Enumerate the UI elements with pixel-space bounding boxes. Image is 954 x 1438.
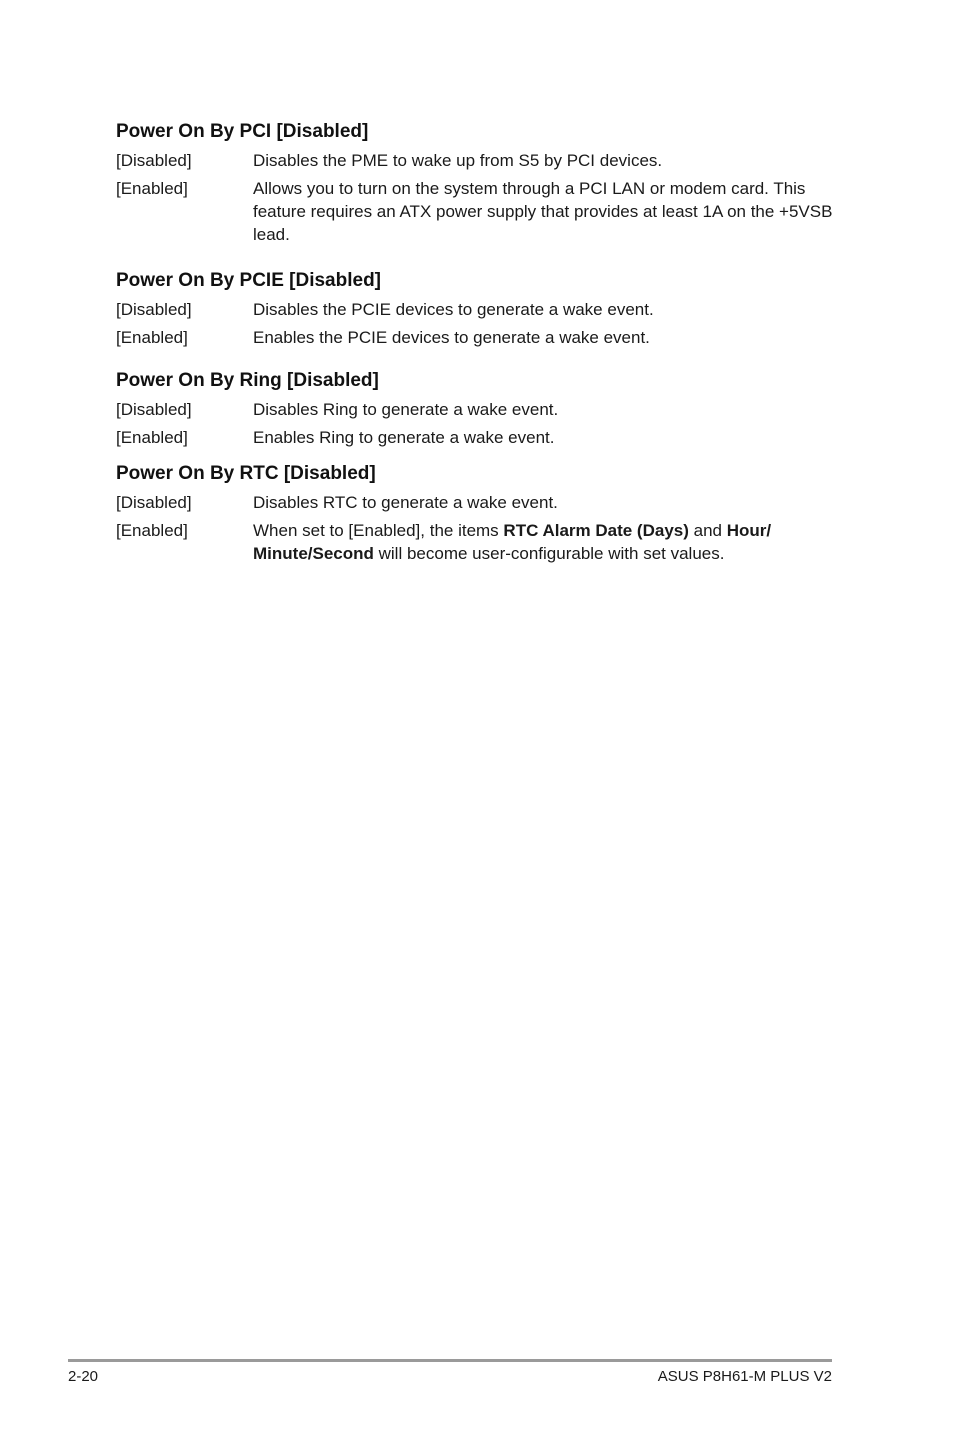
desc-text: When set to [Enabled], the items — [253, 521, 504, 540]
option-label: [Disabled] — [116, 493, 192, 512]
section-power-on-by-pci — [116, 120, 836, 246]
option-description — [253, 519, 836, 565]
section-power-on-by-rtc — [116, 462, 836, 565]
option-row — [116, 149, 836, 172]
option-description: Enables Ring to generate a wake event. — [253, 428, 555, 447]
section-heading: Power On By RTC [Disabled] — [116, 463, 376, 484]
footer-divider — [68, 1359, 832, 1362]
product-name: ASUS P8H61-M PLUS V2 — [657, 1368, 832, 1385]
option-row — [116, 177, 836, 246]
option-description: Enables the PCIE devices to generate a wake event. — [253, 328, 650, 347]
option-description: Disables the PME to wake up from S5 by PCI devices. — [253, 151, 663, 170]
document-body — [116, 120, 836, 570]
option-description: Disables RTC to generate a wake event. — [253, 493, 558, 512]
option-row — [116, 298, 836, 321]
desc-bold-hour-minute-second: Hour/ Minute/Second — [253, 521, 772, 563]
section-power-on-by-pcie — [116, 269, 836, 349]
page-number: 2-20 — [68, 1368, 99, 1385]
option-label: [Enabled] — [116, 521, 188, 540]
desc-text: and — [688, 521, 727, 540]
option-label: [Enabled] — [116, 179, 188, 198]
option-row — [116, 519, 836, 565]
section-heading: Power On By PCIE [Disabled] — [116, 270, 381, 291]
option-row — [116, 426, 836, 449]
option-row — [116, 398, 836, 421]
option-description: Disables Ring to generate a wake event. — [253, 400, 559, 419]
desc-text: will become user-configurable with set values. — [373, 544, 725, 563]
option-description: Allows you to turn on the system through a PCI LAN or modem card. This feature requires an ATX power supply that provides at least 1A on the +5VSB lead. — [253, 179, 833, 244]
desc-bold-rtc-alarm-date: RTC Alarm Date (Days) — [503, 521, 689, 540]
section-power-on-by-ring — [116, 369, 836, 449]
option-label: [Enabled] — [116, 328, 188, 347]
option-row — [116, 491, 836, 514]
option-label: [Disabled] — [116, 151, 192, 170]
option-row — [116, 326, 836, 349]
section-heading: Power On By PCI [Disabled] — [116, 121, 369, 142]
option-label: [Disabled] — [116, 400, 192, 419]
option-label: [Disabled] — [116, 300, 192, 319]
option-description: Disables the PCIE devices to generate a wake event. — [253, 300, 654, 319]
option-label: [Enabled] — [116, 428, 188, 447]
section-heading: Power On By Ring [Disabled] — [116, 370, 379, 391]
